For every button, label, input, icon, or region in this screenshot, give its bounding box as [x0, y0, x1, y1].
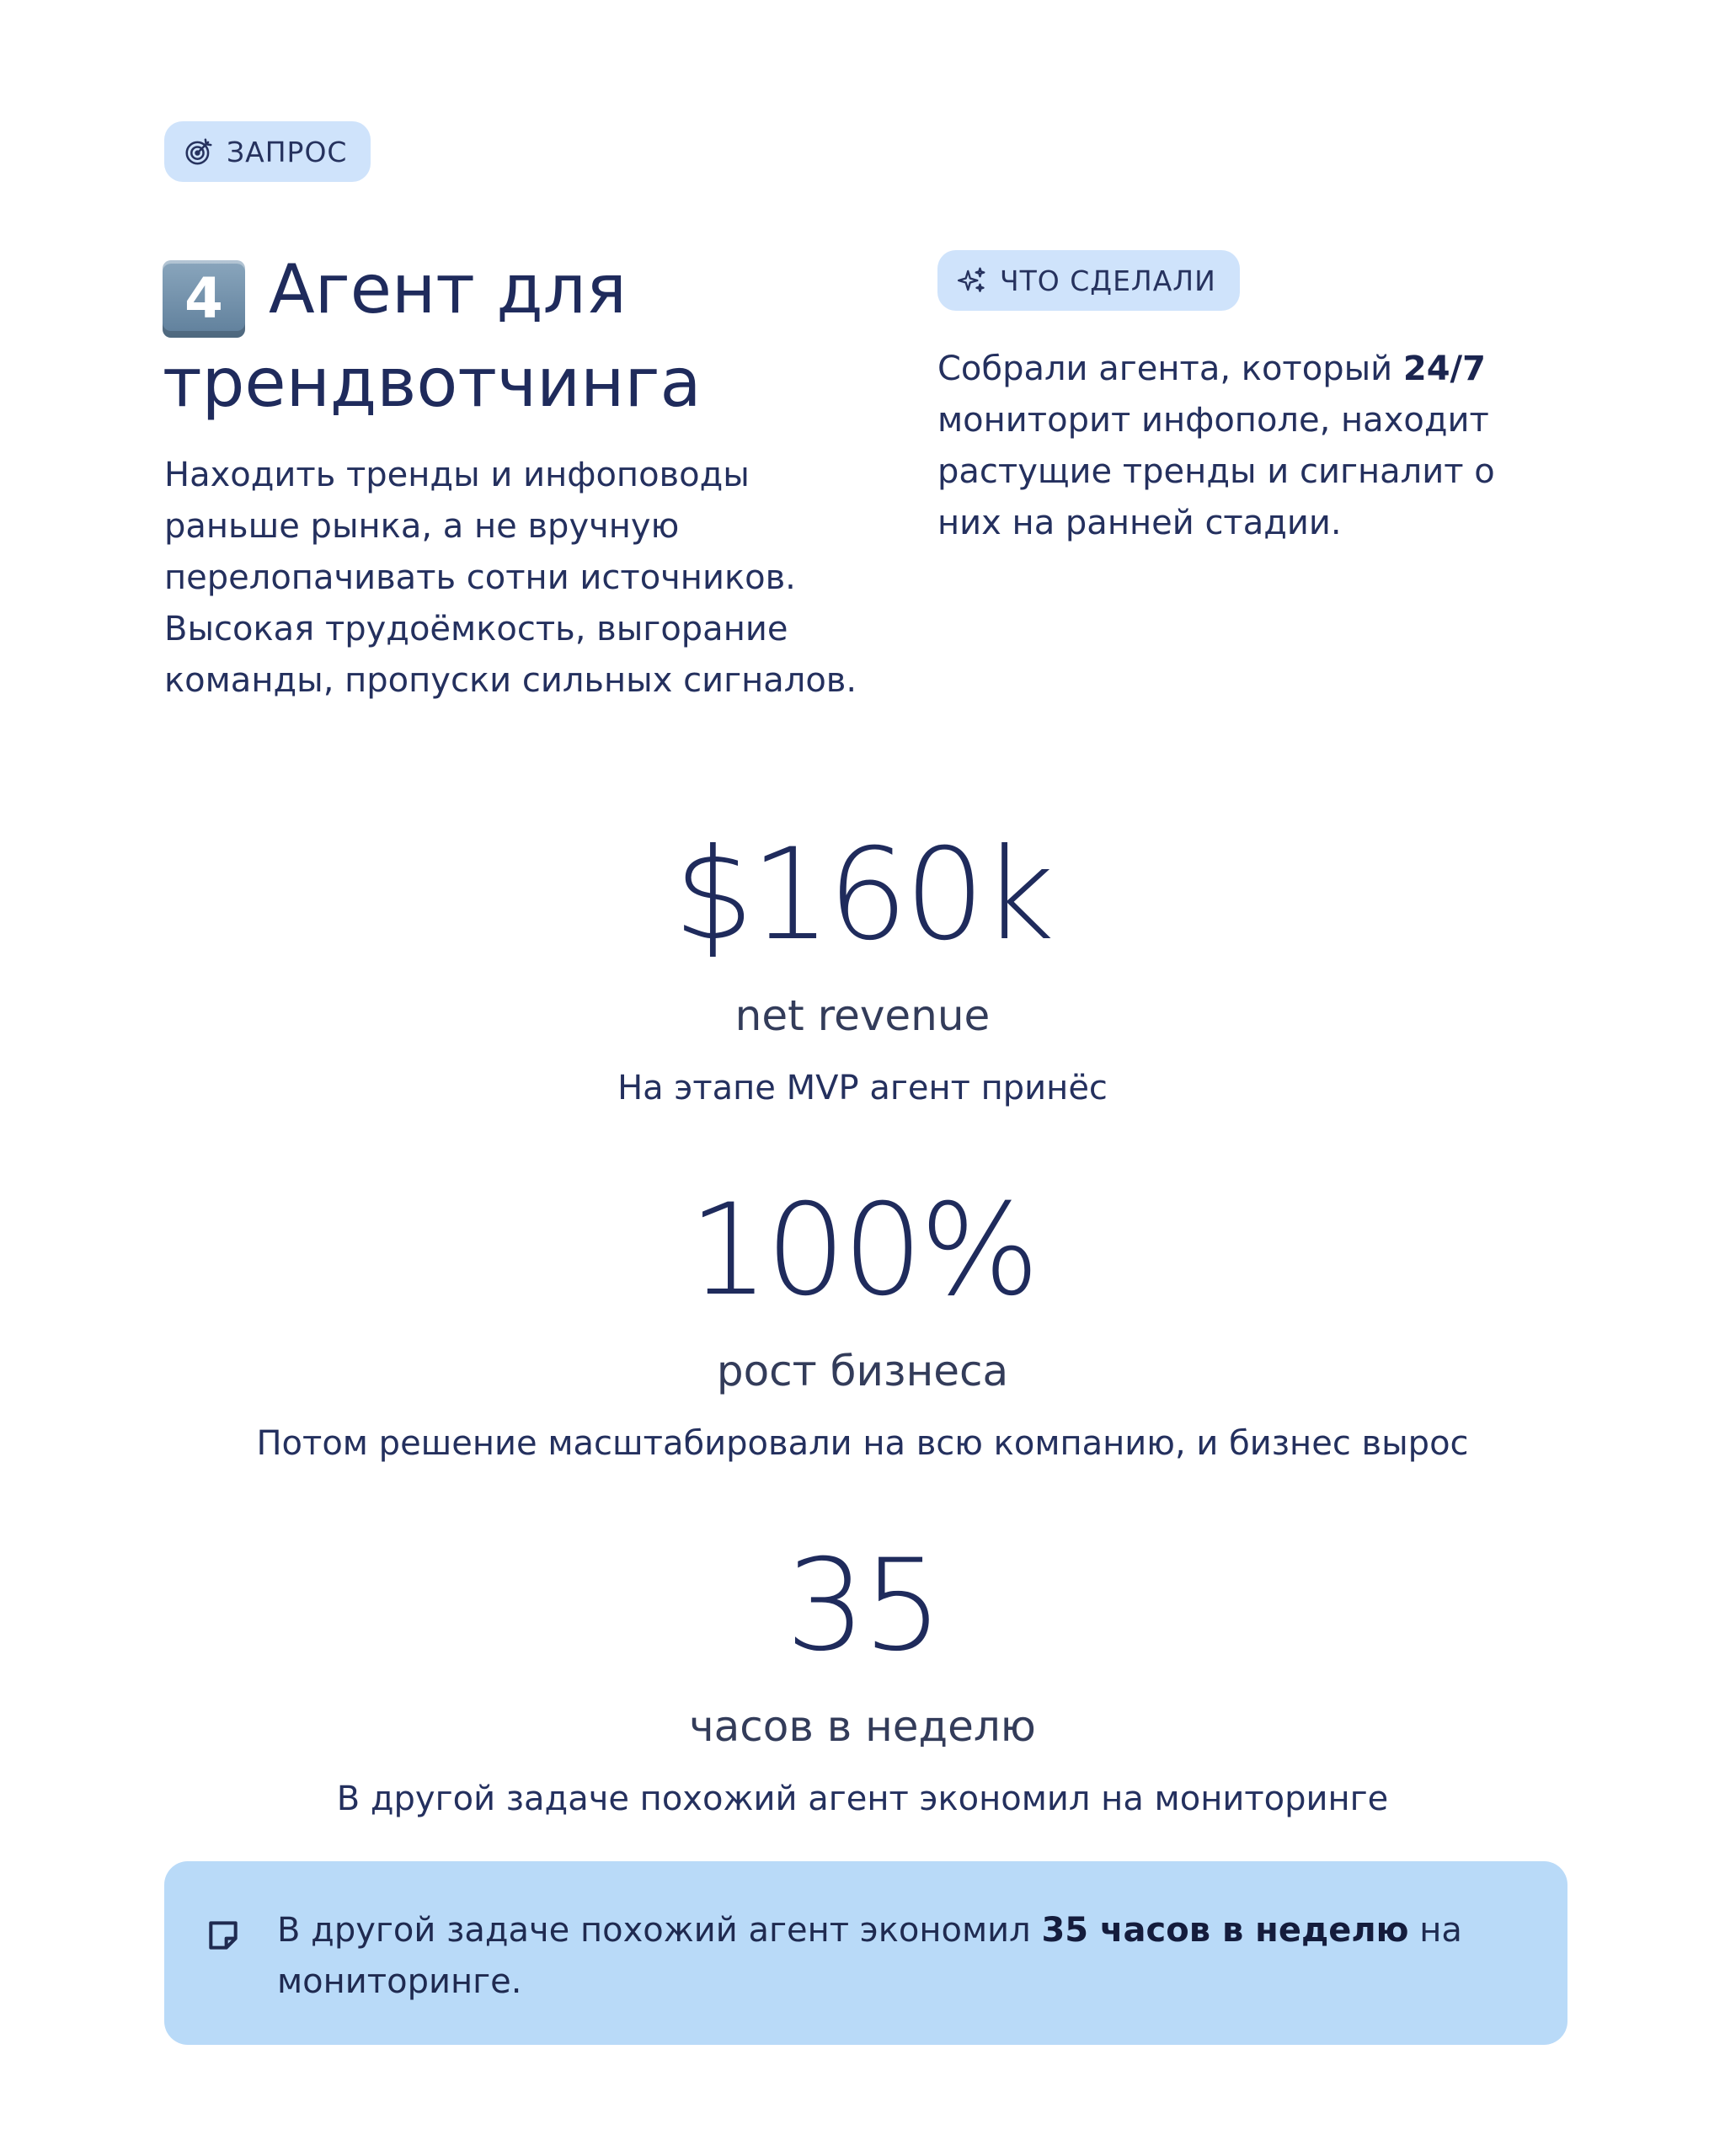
page-title — [163, 244, 921, 428]
done-description — [937, 344, 1561, 549]
note-callout — [164, 1861, 1567, 2045]
title-number: 4 — [184, 266, 223, 331]
sparkles-icon — [956, 264, 988, 296]
metric-label: часов в неделю — [689, 1702, 1036, 1751]
request-badge — [164, 121, 371, 182]
metric-label: рост бизнеса — [716, 1347, 1009, 1396]
request-description: Находить тренды и инфоповоды раньше рынка, а не вручную перелопачивать сотни источников. Высокая трудоёмкость, выгорание команды, пропуски сильных сигналов. — [164, 456, 857, 700]
metric-description: Потом решение масштабировали на всю компанию, и бизнес вырос — [256, 1424, 1469, 1463]
metric-description: На этапе MVP агент принёс — [617, 1069, 1108, 1107]
done-text-bold: 24/7 — [1402, 350, 1486, 388]
note-icon — [205, 1917, 242, 1954]
title-line-2: трендвотчинга — [163, 343, 702, 422]
metric-value: 35 — [785, 1533, 940, 1679]
metric-value: $160k — [673, 822, 1052, 969]
metric-value: 100% — [688, 1177, 1037, 1324]
note-text-bold: 35 часов в неделю — [1041, 1911, 1409, 1950]
done-text-after: мониторит инфополе, находит растущие тренды и сигналит о них на ранней стадии. — [937, 401, 1495, 542]
done-badge — [937, 250, 1240, 311]
note-text-after: на мониторинге. — [277, 1911, 1462, 2001]
keycap-number-icon — [163, 260, 245, 338]
request-badge-label: ЗАПРОС — [227, 135, 348, 168]
done-text-before: Собрали агента, который — [937, 350, 1403, 388]
title-line-1: Агент для — [269, 250, 627, 328]
done-badge-label: ЧТО СДЕЛАЛИ — [1000, 264, 1216, 297]
target-icon — [183, 136, 215, 168]
note-text — [277, 1905, 1524, 2008]
metric-description: В другой задаче похожий агент экономил на мониторинге — [336, 1780, 1389, 1818]
metric-label: net revenue — [734, 991, 991, 1040]
note-text-before: В другой задаче похожий агент экономил — [277, 1911, 1042, 1950]
